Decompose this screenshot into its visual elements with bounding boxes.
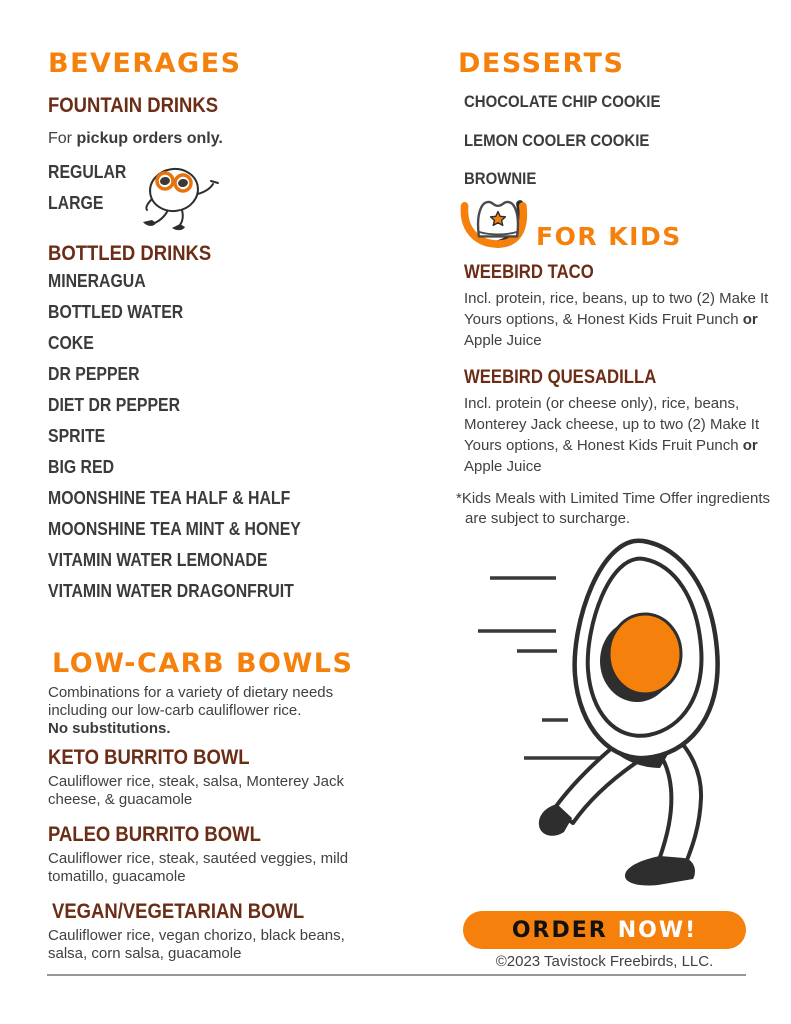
for-kids-title: FOR KIDS — [536, 222, 682, 251]
menu-item: MOONSHINE TEA HALF & HALF — [48, 488, 291, 508]
menu-item: DIET DR PEPPER — [48, 395, 181, 415]
paleo-bowl-desc: Cauliflower rice, steak, sautéed veggies, mild tomatillo, guacamole — [48, 850, 349, 885]
menu-item: MINERAGUA — [48, 271, 146, 291]
menu-item: CHOCOLATE CHIP COOKIE — [464, 92, 661, 111]
low-carb-bowls-section — [48, 650, 368, 963]
menu-item: COKE — [48, 333, 94, 353]
vegan-bowl-title: VEGAN/VEGETARIAN BOWL — [52, 900, 305, 923]
fountain-size-regular: REGULAR — [48, 162, 127, 182]
menu-item: BROWNIE — [464, 169, 537, 188]
beverages-title: BEVERAGES — [48, 48, 242, 79]
low-carb-desc: Combinations for a variety of dietary needs including our low-carb cauliflower rice. No substitutions. — [48, 684, 334, 737]
running-avocado-illustration — [462, 528, 752, 913]
paleo-bowl-title: PALEO BURRITO BOWL — [48, 823, 261, 846]
order-now-button[interactable] — [463, 911, 746, 949]
weebird-taco-desc: Incl. protein, rice, beans, up to two (2) Make It Yours options, & Honest Kids Fruit Punch or Apple Juice — [464, 290, 769, 349]
footer-divider — [47, 974, 746, 976]
no-substitutions-note: No substitutions. — [48, 720, 171, 737]
fountain-note-bold: pickup orders only. — [76, 130, 223, 147]
kids-surcharge-note: *Kids Meals with Limited Time Offer ingredients are subject to surcharge. — [456, 490, 771, 527]
bottled-drinks-list — [48, 266, 428, 607]
copyright-text: ©2023 Tavistock Freebirds, LLC. — [495, 953, 714, 970]
weebird-quesadilla-title: WEEBIRD QUESADILLA — [464, 367, 657, 388]
order-now-label-order: ORDER — [511, 917, 608, 943]
for-kids-section — [456, 196, 778, 529]
fountain-drinks-title: FOUNTAIN DRINKS — [48, 94, 219, 117]
keto-bowl-desc: Cauliflower rice, steak, salsa, Monterey Jack cheese, & guacamole — [48, 773, 344, 808]
desserts-title: DESSERTS — [458, 48, 625, 79]
low-carb-bowls-title: LOW-CARB BOWLS — [52, 648, 354, 679]
menu-item: MOONSHINE TEA MINT & HONEY — [48, 519, 301, 539]
order-now-label-now: NOW! — [617, 917, 698, 943]
cowboy-hat-icon — [456, 196, 540, 252]
menu-item: VITAMIN WATER LEMONADE — [48, 550, 268, 570]
weebird-quesadilla-desc: Incl. protein (or cheese only), rice, beans, Monterey Jack cheese, up to two (2) Make It Yours options, & Honest Kids Fruit Punch or Apple Juice — [464, 395, 760, 475]
fountain-size-large: LARGE — [48, 193, 104, 213]
menu-item: SPRITE — [48, 426, 106, 446]
vegan-bowl-desc: Cauliflower rice, vegan chorizo, black beans, salsa, corn salsa, guacamole — [48, 927, 345, 962]
bottled-drinks-title: BOTTLED DRINKS — [48, 242, 212, 265]
menu-item: BOTTLED WATER — [48, 302, 184, 322]
weebird-taco-title: WEEBIRD TACO — [464, 262, 594, 283]
beverages-section — [48, 50, 428, 607]
fountain-note-prefix: For — [48, 130, 77, 147]
avocado-pit-icon — [609, 614, 681, 694]
menu-item: DR PEPPER — [48, 364, 140, 384]
keto-bowl-title: KETO BURRITO BOWL — [48, 746, 250, 769]
for-kids-header — [456, 196, 778, 252]
fountain-note — [48, 128, 428, 149]
desserts-section — [458, 50, 778, 189]
menu-item: VITAMIN WATER DRAGONFRUIT — [48, 581, 294, 601]
menu-item: BIG RED — [48, 457, 115, 477]
menu-item: LEMON COOLER COOKIE — [464, 131, 650, 150]
egg-mascot-icon — [124, 158, 222, 234]
